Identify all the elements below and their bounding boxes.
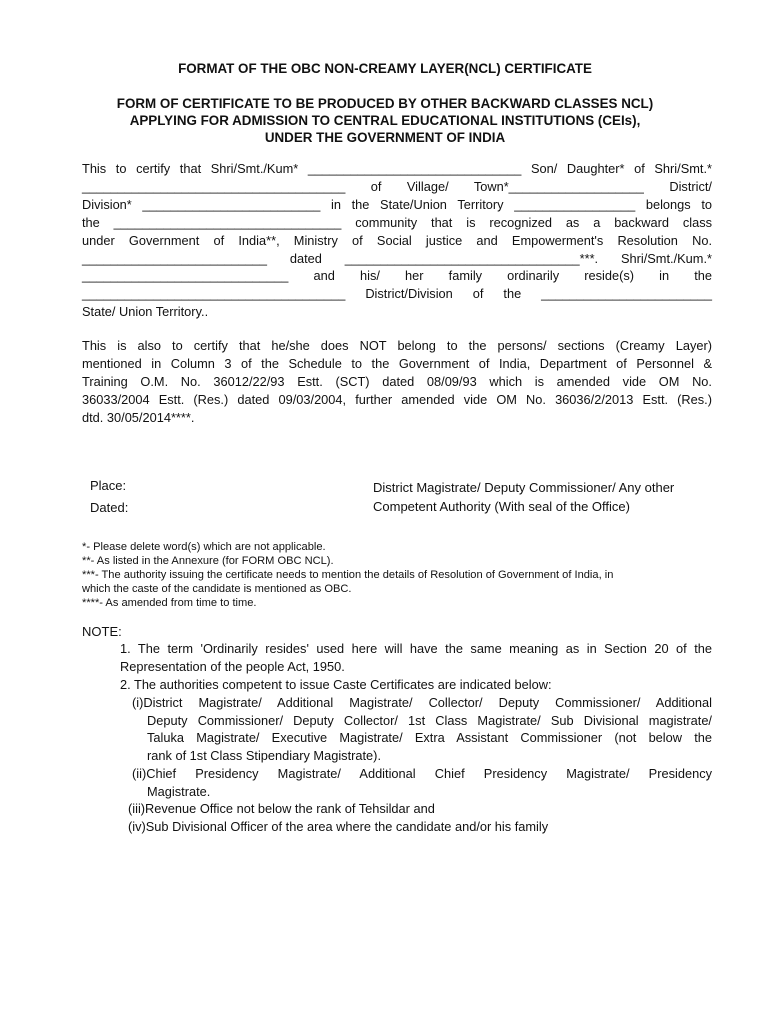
note-item-1 bbox=[120, 640, 712, 675]
footnote: *- Please delete word(s) which are not applicable. bbox=[82, 541, 326, 553]
authority-line: District Magistrate/ Deputy Commissioner/ Any other bbox=[373, 480, 675, 495]
paragraph-line: State/ Union Territory.. bbox=[82, 304, 209, 320]
paragraph-line: 36033/2004 Estt. (Res.) dated 09/03/2004, further amended vide OM No. 36036/2/2013 Estt. (Res.) bbox=[82, 391, 712, 407]
paragraph-line: This to certify that Shri/Smt./Kum* ______________________________ Son/ Daughter* of Shri/Smt.* bbox=[82, 161, 712, 176]
paragraph-line: Division* _________________________ in the State/Union Territory _________________ belongs to bbox=[82, 196, 712, 212]
paragraph-line: This is also to certify that he/she does NOT belong to the persons/ sections (Creamy Layer) bbox=[82, 338, 712, 353]
paragraph-line: __________________________ dated _________________________________***. Shri/Smt./Kum.* bbox=[82, 250, 712, 266]
paragraph-line: the ________________________________ community that is recognized as a backward class bbox=[82, 214, 712, 230]
paragraph-line: under Government of India**, Ministry of Social justice and Empowerment's Resolution No. bbox=[82, 232, 712, 248]
note-heading: NOTE: bbox=[82, 624, 122, 639]
subtitle-line: UNDER THE GOVERNMENT OF INDIA bbox=[264, 130, 506, 145]
note-line: Deputy Commissioner/ Deputy Collector/ 1st Class Magistrate/ Sub Divisional magistrate/ bbox=[147, 712, 712, 728]
footnote: which the caste of the candidate is mentioned as OBC. bbox=[82, 583, 352, 595]
paragraph-line: dtd. 30/05/2014****. bbox=[82, 409, 195, 425]
subtitle-line: APPLYING FOR ADMISSION TO CENTRAL EDUCATIONAL INSTITUTIONS (CEIs), bbox=[129, 113, 641, 128]
note-line: (i)District Magistrate/ Additional Magistrate/ Collector/ Deputy Commissioner/ Additional bbox=[132, 695, 712, 710]
paragraph-line: Training O.M. No. 36012/22/93 Estt. (SCT) dated 08/09/93 which is amended vide OM No. bbox=[82, 373, 712, 389]
note-line: 1. The term 'Ordinarily resides' used here will have the same meaning as in Section 20 of the bbox=[120, 641, 712, 656]
page-title: FORMAT OF THE OBC NON-CREAMY LAYER(NCL) CERTIFICATE bbox=[178, 61, 592, 76]
paragraph-line: mentioned in Column 3 of the Schedule to the Government of India, Department of Personnel & bbox=[82, 355, 712, 371]
authority-line: Competent Authority (With seal of the Office) bbox=[373, 499, 630, 514]
certification-paragraph bbox=[82, 160, 712, 321]
footnote: ****- As amended from time to time. bbox=[82, 597, 257, 609]
footnote: ***- The authority issuing the certificate needs to mention the details of Resolution of Government of India, in bbox=[82, 569, 614, 581]
creamy-layer-paragraph bbox=[82, 337, 712, 427]
note-item-2: 2. The authorities competent to issue Caste Certificates are indicated below: bbox=[120, 677, 552, 692]
note-line: Taluka Magistrate/ Executive Magistrate/ Extra Assistant Commissioner (not below the bbox=[147, 730, 712, 746]
authority-item-ii bbox=[132, 765, 712, 800]
note-line: (ii)Chief Presidency Magistrate/ Additional Chief Presidency Magistrate/ Presidency bbox=[132, 766, 712, 781]
dated-label: Dated: bbox=[90, 500, 129, 515]
authority-block bbox=[373, 478, 733, 516]
authority-item-iv: (iv)Sub Divisional Officer of the area where the candidate and/or his family bbox=[128, 819, 549, 834]
form-subtitle bbox=[0, 95, 770, 146]
note-line: Magistrate. bbox=[147, 783, 211, 799]
authority-item-iii: (iii)Revenue Office not below the rank of Tehsildar and bbox=[128, 801, 435, 816]
subtitle-line: FORM OF CERTIFICATE TO BE PRODUCED BY OTHER BACKWARD CLASSES NCL) bbox=[116, 96, 654, 111]
note-line: Representation of the people Act, 1950. bbox=[120, 658, 345, 674]
note-line: rank of 1st Class Stipendiary Magistrate). bbox=[147, 747, 381, 763]
paragraph-line: _____________________________ and his/ her family ordinarily reside(s) in the bbox=[82, 268, 712, 284]
authority-item-i bbox=[132, 694, 712, 764]
footnotes bbox=[82, 540, 722, 610]
place-label: Place: bbox=[90, 478, 127, 493]
paragraph-line: _____________________________________ District/Division of the ________________________ bbox=[82, 286, 712, 302]
footnote: **- As listed in the Annexure (for FORM OBC NCL). bbox=[82, 555, 334, 567]
paragraph-line: _____________________________________ of Village/ Town*___________________ District/ bbox=[82, 178, 712, 194]
